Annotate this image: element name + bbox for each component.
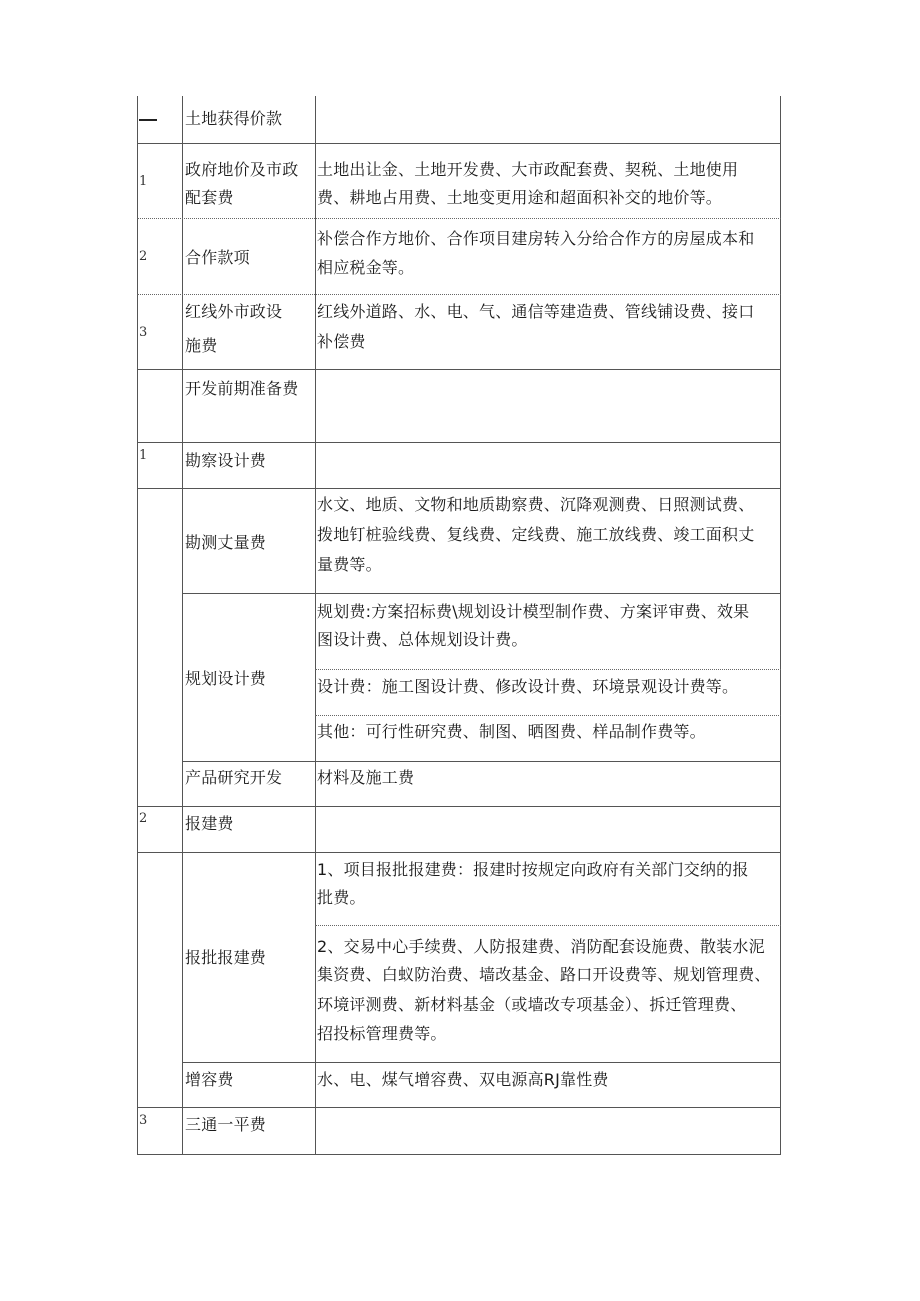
section-dash-mark [139, 119, 157, 121]
row-description-line: 补偿费 [317, 332, 366, 351]
row-number: 3 [139, 325, 148, 340]
row-divider [137, 442, 781, 443]
row-divider [315, 669, 781, 670]
row-divider [137, 806, 781, 807]
row-description-line: 设计费：施工图设计费、修改设计费、环境景观设计费等。 [317, 677, 739, 696]
row-number: 3 [139, 1113, 148, 1128]
row-name: 产品研究开发 [185, 768, 283, 787]
row-number: 1 [139, 174, 148, 189]
row-divider [137, 294, 781, 295]
row-description-line: 费、耕地占用费、土地变更用途和超面积补交的地价等。 [317, 188, 723, 207]
row-name: 勘察设计费 [185, 451, 267, 470]
column-divider-2 [315, 96, 316, 1155]
row-description-line: 水文、地质、文物和地质勘察费、沉降观测费、日照测试费、 [317, 495, 755, 514]
row-divider [182, 761, 781, 762]
row-divider [182, 1062, 781, 1063]
row-divider [315, 925, 781, 926]
row-name: 开发前期准备费 [185, 379, 299, 398]
row-description: 水、电、煤气增容费、双电源高RJ靠性费 [317, 1070, 609, 1089]
row-name: 报建费 [185, 814, 234, 833]
row-divider [137, 218, 781, 219]
row-name-line: 配套费 [185, 188, 234, 207]
row-divider [137, 369, 781, 370]
row-description-line: 相应税金等。 [317, 258, 415, 277]
row-divider [137, 1107, 781, 1108]
row-name-line: 施费 [185, 336, 218, 355]
row-description-line: 图设计费、总体规划设计费。 [317, 630, 528, 649]
row-description-line: 环境评测费、新材料基金（或墙改专项基金）、拆迁管理费、 [317, 995, 747, 1014]
row-number: 1 [139, 448, 148, 463]
table-border-bottom [137, 1154, 781, 1155]
row-name: 规划设计费 [185, 669, 267, 688]
row-description-line: 土地出让金、土地开发费、大市政配套费、契税、土地使用 [317, 160, 739, 179]
row-description-line: 批费。 [317, 888, 366, 907]
row-divider [315, 715, 781, 716]
row-description-line: 1、项目报批报建费：报建时按规定向政府有关部门交纳的报 [317, 860, 749, 879]
row-description-line: 补偿合作方地价、合作项目建房转入分给合作方的房屋成本和 [317, 229, 755, 248]
row-name: 勘测丈量费 [185, 533, 267, 552]
row-name: 三通一平费 [185, 1115, 267, 1134]
row-description-line: 规划费:方案招标费\规划设计模型制作费、方案评审费、效果 [317, 602, 750, 621]
row-name-line: 政府地价及市政 [185, 160, 299, 179]
row-divider [137, 488, 781, 489]
row-number: 2 [139, 811, 148, 826]
row-description-line: 招投标管理费等。 [317, 1024, 447, 1043]
row-description-line: 红线外道路、水、电、气、通信等建造费、管线铺设费、接口 [317, 302, 755, 321]
row-name-line: 红线外市政设 [185, 302, 283, 321]
row-description: 材料及施工费 [317, 768, 415, 787]
row-divider [137, 143, 781, 144]
row-description-line: 拨地钉桩验线费、复线费、定线费、施工放线费、竣工面积丈 [317, 525, 755, 544]
row-divider [182, 593, 781, 594]
row-description-line: 集资费、白蚁防治费、墙改基金、路口开设费等、规划管理费、 [317, 965, 771, 984]
column-divider-1 [182, 96, 183, 1155]
row-description-line: 2、交易中心手续费、人防报建费、消防配套设施费、散装水泥 [317, 937, 765, 956]
row-description-line: 量费等。 [317, 555, 382, 574]
row-description-line: 其他：可行性研究费、制图、晒图费、样品制作费等。 [317, 722, 706, 741]
row-divider [137, 852, 781, 853]
table-border-right [780, 96, 781, 1155]
row-name: 土地获得价款 [185, 109, 283, 128]
table-border-left [137, 96, 138, 1155]
row-name: 增容费 [185, 1070, 234, 1089]
row-name: 报批报建费 [185, 948, 267, 967]
row-number: 2 [139, 249, 148, 264]
row-name: 合作款项 [185, 248, 250, 267]
